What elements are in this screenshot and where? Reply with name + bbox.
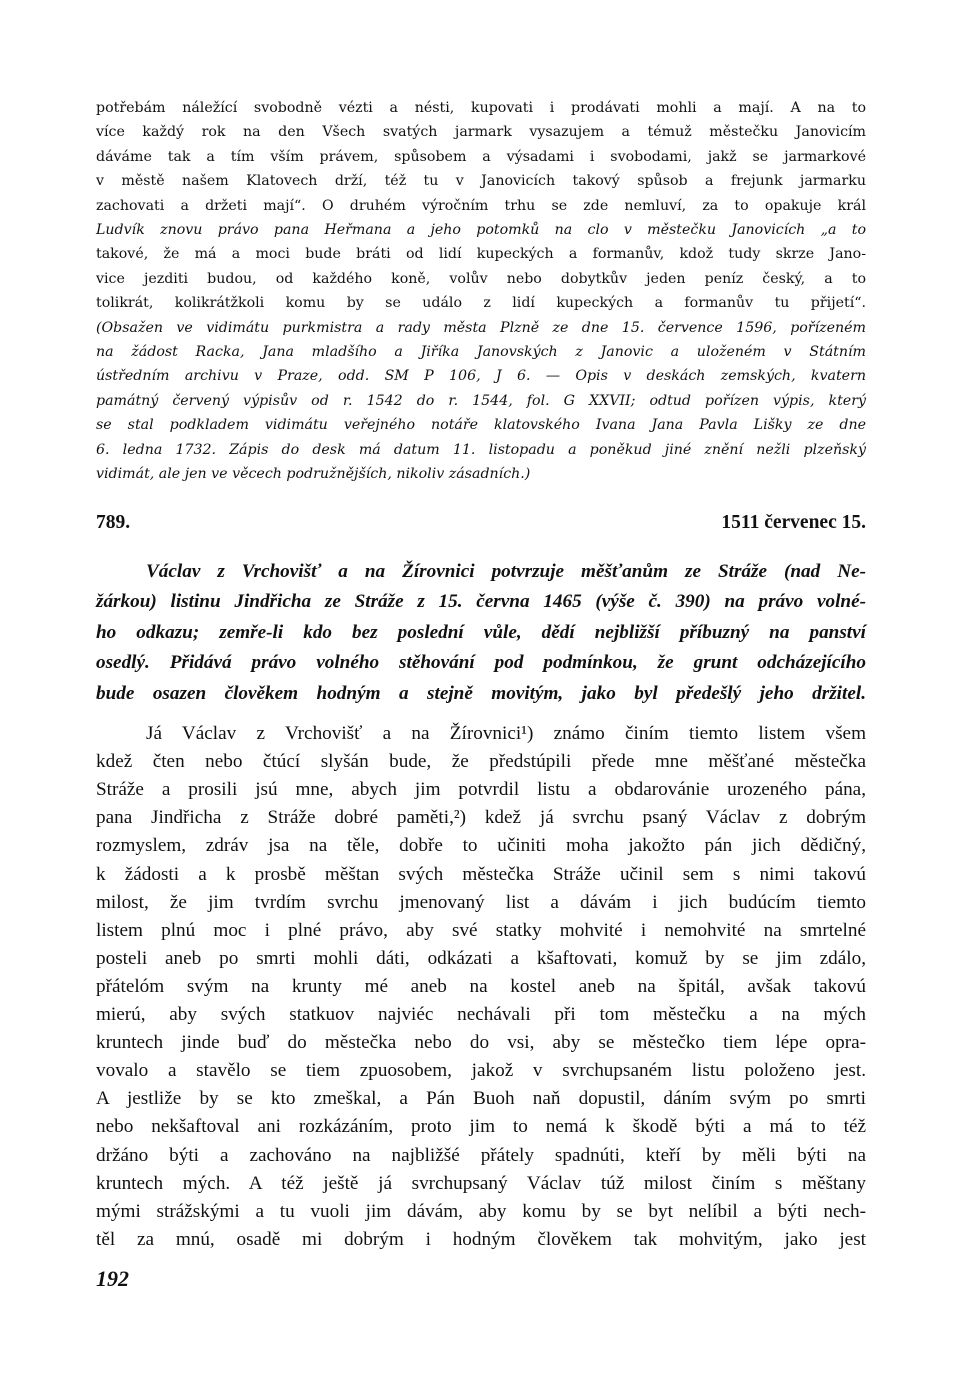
entry-heading (96, 512, 866, 540)
summary-line: Václav z Vrchovišť a na Žírovnici potvrzuje měšťanům ze Stráže (nad Ne- (146, 561, 866, 582)
summary-line: ho odkazu; zemře-li kdo bez poslední vůle, dědí nejbližší příbuzný na panství (96, 621, 866, 643)
body-line: přátelóm svým na krunty mé aneb na kostel aneb na špitál, avšak takovú (96, 975, 866, 997)
body-line: těl za mnú, osadě mi dobrým i hodným člověkem tak mohvitým, jako jest (96, 1228, 866, 1250)
text-line: takové, že má a moci bude bráti od lidí kupeckých a formanův, kdož tudy skrze Jano- (96, 246, 866, 263)
body-line: kruntech mých. A též ještě já svrchupsaný Václav túž milost činím s měštany (96, 1172, 866, 1194)
text-line: ústředním archivu v Praze, odd. SM P 106, J 6. — Opis v deskách zemských, kvatern (96, 368, 866, 385)
text-line: zachovati a držeti mají“. O druhém výročním trhu se zde nemluví, za to opakuje král (96, 197, 866, 214)
body-line: rozmyslem, zdráv jsa na těle, dobře to učiniti moha jakožto pán jich dědičný, (96, 835, 866, 857)
text-line: 6. ledna 1732. Zápis do desk má datum 11. listopadu a poněkud jiné znění nežli plzeňský (96, 441, 866, 458)
body-line: Já Václav z Vrchovišť a na Žírovnici¹) známo činím tiemto listem všem (146, 723, 866, 744)
body-line: kdež čten nebo čtúcí slyšán bude, že předstúpili přede mne měšťané městečka (96, 751, 866, 773)
text-line: vidimát, ale jen ve věcech podružnějších, nikoliv zásadních.) (96, 466, 531, 482)
body-line: milost, že jim tvrdím svrchu jmenovaný list a dávám i jich budúcím tiemto (96, 891, 866, 913)
summary-line: osedlý. Přidává právo volného stěhování pod podmínkou, že grunt odcházejícího (96, 652, 866, 674)
text-line: dáváme tak a tím vším právem, spůsobem a výsadami i svobodami, jakž se jarmarkové (96, 148, 866, 165)
text-line: památný červený výpisův od r. 1542 do r. 1544, fol. G XXVII; odtud pořízen výpis, který (96, 392, 866, 409)
text-line: v městě našem Klatovech drží, též tu v Janovicích takový spůsob a frejunk jarmarku (96, 173, 866, 190)
body-line: posteli aneb po smrti mohli dáti, odkázati a kšaftovati, komuž by se jim zdálo, (96, 947, 866, 969)
text-line: na žádost Racka, Jana mladšího a Jiříka Janovských z Janovic a uloženém v Státním (96, 344, 866, 360)
entry-number: 789. (96, 512, 131, 533)
body-line: listem plnú moc i plné právo, aby své statky mohvité i nemohvité na smrtelné (96, 919, 866, 941)
summary-line: žárkou) listinu Jindřicha ze Stráže z 15. června 1465 (výše č. 390) na právo volné- (96, 591, 866, 613)
body-line: pana Jindřicha z Stráže dobré paměti,²) kdež já svrchu psaný Václav z dobrým (96, 807, 866, 829)
text-line: více každý rok na den Všech svatých jarmark vysazujem a témuž městečku Janovicím (96, 124, 866, 141)
page-number: 192 (96, 1266, 129, 1291)
summary-line: bude osazen člověkem hodným a stejně movitým, jako byl předešlý jeho držitel. (96, 682, 866, 704)
body-line: Stráže a prosili jsú mne, abych jim potvrdil listu a obdarovánie urozeného pána, (96, 779, 866, 801)
text-line: Ludvík znovu právo pana Heřmana a jeho potomků na clo v městečku Janovicích „a to (96, 222, 866, 238)
body-line: držáno býti a zachováno na najbližšé přátely spadnúti, kteří by měli býti na (96, 1144, 866, 1166)
body-line: mými strážskými a tu vuoli jim dávám, aby komu by se byt nelíbil a býti nech- (96, 1200, 866, 1222)
body-line: k žádosti a k prosbě měštan svých městečka Stráže učinil sem s nimi takovú (96, 863, 866, 885)
text-line: se stal podkladem vidimátu veřejného notáře klatovského Ivana Jana Pavla Lišky ze dne (96, 417, 866, 434)
text-line: tolikrát, kolikrátžkoli komu by se událo z lidí kupeckých a formanův tu přijetí“. (96, 295, 866, 312)
text-line: potřebám náležící svobodně vézti a nésti, kupovati i prodávati mohli a mají. A na to (96, 100, 866, 116)
body-line: vovalo a stavělo se tiem zpuosobem, jakož v svrchupsaném listu položeno jest. (96, 1060, 866, 1082)
body-line: kruntech jinde buď do městečka nebo do vsi, aby se městečko tiem lépe opra- (96, 1032, 866, 1054)
text-line: (Obsažen ve vidimátu purkmistra a rady města Plzně ze dne 15. července 1596, pořízeném (96, 319, 866, 336)
body-line: A jestliže by se kto zmeškal, a Pán Buoh naň dopustil, dáním svým po smrti (96, 1088, 866, 1110)
entry-date: 1511 červenec 15. (721, 512, 866, 533)
body-line: mierú, aby svých statkuov najviéc nechávali při tom městečku a na mých (96, 1004, 866, 1025)
text-line: vice jezditi budou, od každého koně, volův nebo dobytkův jeden peníz český, a to (96, 270, 866, 287)
body-line: nebo nekšaftoval ani rozkázáním, proto jim to nemá k škodě býti a má to též (96, 1116, 866, 1138)
